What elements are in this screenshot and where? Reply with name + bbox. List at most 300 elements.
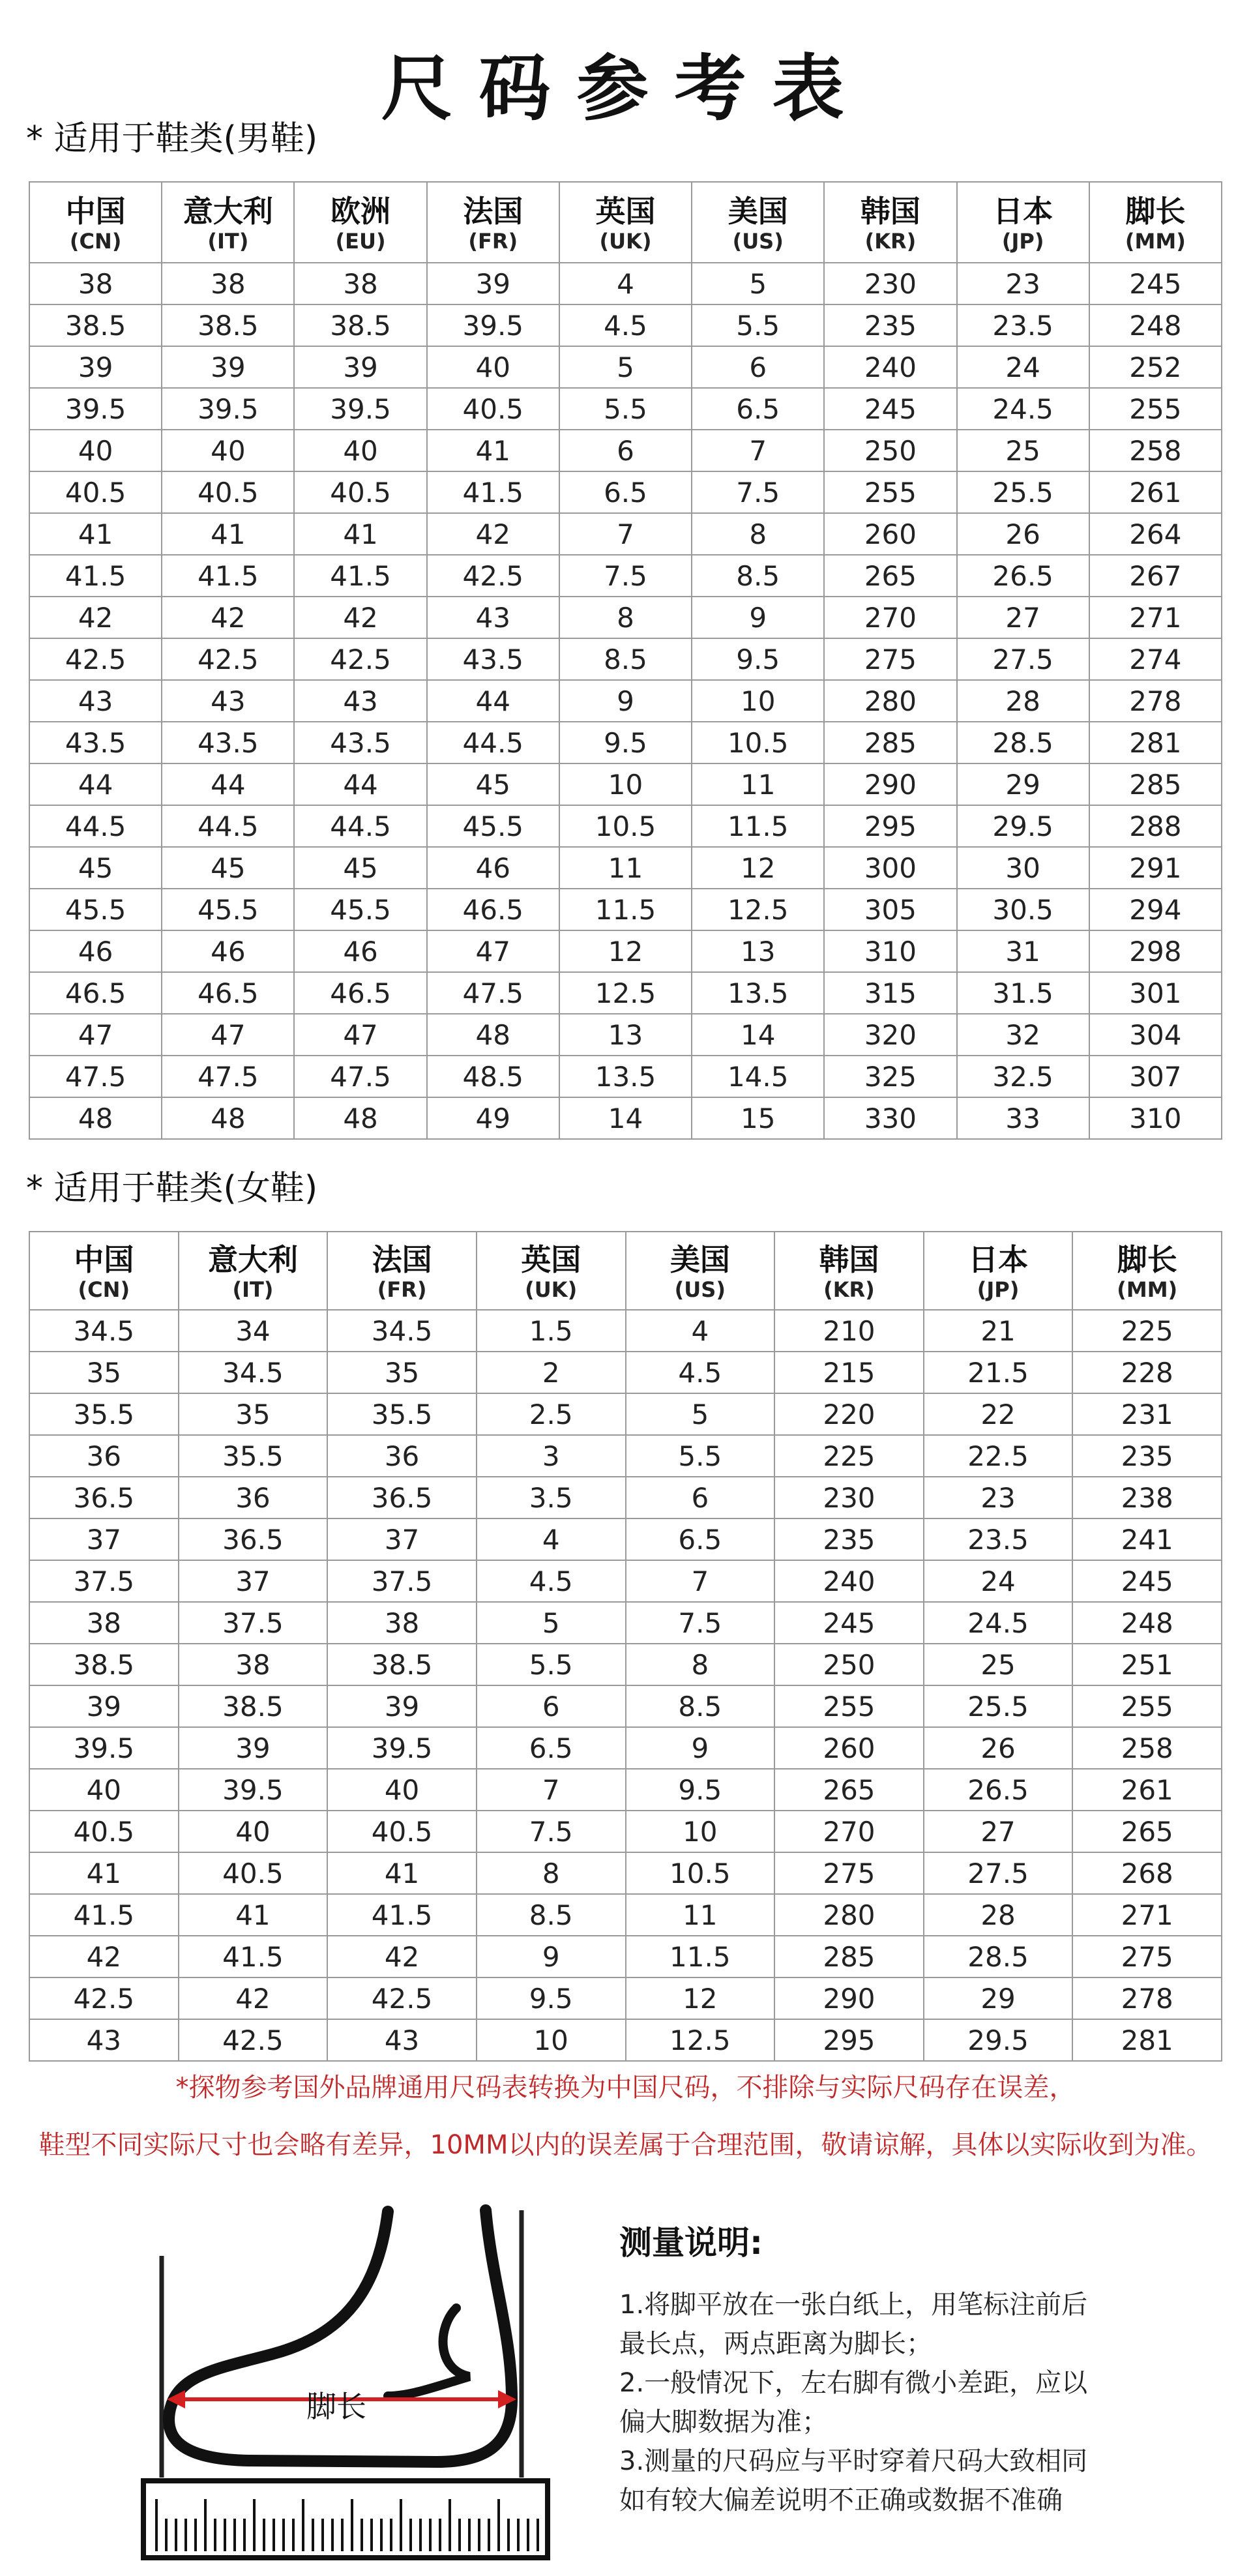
- header-country-name: 中国: [65, 194, 126, 229]
- table-cell: 278: [1089, 680, 1222, 722]
- table-cell: 265: [774, 1769, 924, 1811]
- table-cell: 275: [1072, 1936, 1222, 1977]
- men-table-body: [29, 263, 1222, 1139]
- header-country-code: (MM): [1125, 229, 1186, 254]
- table-row: [29, 555, 1222, 597]
- table-cell: 13.5: [559, 1056, 692, 1097]
- table-row: [29, 638, 1222, 680]
- table-row: [29, 1602, 1222, 1644]
- table-row: [29, 1894, 1222, 1936]
- table-cell: 36: [327, 1435, 477, 1477]
- table-cell: 310: [1089, 1097, 1222, 1139]
- table-cell: 39.5: [294, 388, 426, 430]
- table-cell: 265: [1072, 1811, 1222, 1852]
- header-country-code: (JP): [1001, 229, 1044, 254]
- header-country-name: 法国: [372, 1242, 432, 1277]
- table-cell: 42.5: [179, 2019, 328, 2061]
- table-cell: 43: [29, 2019, 179, 2061]
- table-cell: 40.5: [427, 388, 559, 430]
- table-cell: 225: [1072, 1310, 1222, 1352]
- header-country-name: 欧洲: [331, 194, 391, 229]
- table-cell: 41: [427, 430, 559, 471]
- table-row: [29, 1560, 1222, 1602]
- table-cell: 29: [924, 1977, 1073, 2019]
- table-row: [29, 1685, 1222, 1727]
- table-cell: 43.5: [29, 722, 162, 763]
- table-row: [29, 1352, 1222, 1393]
- table-cell: 4.5: [559, 304, 692, 346]
- table-cell: 31.5: [957, 972, 1089, 1014]
- table-cell: 45.5: [427, 805, 559, 847]
- women-header-cell: [29, 1232, 179, 1310]
- table-cell: 248: [1089, 304, 1222, 346]
- instruction-line: 3.测量的尺码应与平时穿着尺码大致相同: [619, 2446, 1088, 2476]
- table-cell: 330: [824, 1097, 956, 1139]
- table-row: [29, 763, 1222, 805]
- women-header-cell: [477, 1232, 626, 1310]
- table-cell: 37: [327, 1518, 477, 1560]
- header-country-name: 英国: [521, 1242, 581, 1277]
- table-cell: 10: [626, 1811, 775, 1852]
- table-cell: 27.5: [924, 1852, 1073, 1894]
- table-cell: 36: [179, 1477, 328, 1518]
- table-cell: 40.5: [162, 471, 294, 513]
- table-cell: 9.5: [626, 1769, 775, 1811]
- header-country-code: (EU): [335, 229, 386, 254]
- table-cell: 28: [924, 1894, 1073, 1936]
- table-cell: 44: [29, 763, 162, 805]
- table-cell: 47.5: [294, 1056, 426, 1097]
- table-cell: 39: [427, 263, 559, 304]
- note-line-2: 鞋型不同实际尺寸也会略有差异，10MM以内的误差属于合理范围，敬请谅解，具体以实际收到为准。: [38, 2130, 1213, 2160]
- table-cell: 13.5: [692, 972, 824, 1014]
- header-country-code: (FR): [468, 229, 518, 254]
- table-cell: 11.5: [692, 805, 824, 847]
- table-cell: 307: [1089, 1056, 1222, 1097]
- table-cell: 304: [1089, 1014, 1222, 1056]
- table-cell: 39.5: [29, 388, 162, 430]
- instruction-line: 如有较大偏差说明不正确或数据不准确: [619, 2485, 1063, 2515]
- table-cell: 288: [1089, 805, 1222, 847]
- table-cell: 235: [774, 1518, 924, 1560]
- table-cell: 261: [1072, 1769, 1222, 1811]
- table-cell: 46: [162, 930, 294, 972]
- table-row: [29, 1393, 1222, 1435]
- table-cell: 47.5: [427, 972, 559, 1014]
- header-country-code: (US): [674, 1277, 726, 1302]
- table-cell: 41: [179, 1894, 328, 1936]
- table-cell: 11: [626, 1894, 775, 1936]
- table-cell: 255: [774, 1685, 924, 1727]
- table-cell: 42.5: [327, 1977, 477, 2019]
- table-cell: 9.5: [559, 722, 692, 763]
- header-country-name: 脚长: [1117, 1242, 1177, 1277]
- table-cell: 39.5: [427, 304, 559, 346]
- table-cell: 43: [294, 680, 426, 722]
- table-cell: 281: [1072, 2019, 1222, 2061]
- table-cell: 24.5: [924, 1602, 1073, 1644]
- table-cell: 2.5: [477, 1393, 626, 1435]
- table-cell: 230: [774, 1477, 924, 1518]
- table-cell: 301: [1089, 972, 1222, 1014]
- table-cell: 325: [824, 1056, 956, 1097]
- table-cell: 6: [692, 346, 824, 388]
- table-cell: 41: [327, 1852, 477, 1894]
- table-cell: 45.5: [294, 889, 426, 930]
- table-cell: 240: [824, 346, 956, 388]
- table-cell: 6.5: [626, 1518, 775, 1560]
- table-cell: 12: [559, 930, 692, 972]
- table-cell: 5: [692, 263, 824, 304]
- header-country-name: 韩国: [860, 194, 920, 229]
- table-cell: 228: [1072, 1352, 1222, 1393]
- header-country-code: (IT): [232, 1277, 274, 1302]
- table-cell: 35.5: [179, 1435, 328, 1477]
- table-cell: 40.5: [29, 471, 162, 513]
- table-cell: 38: [29, 1602, 179, 1644]
- women-header-cell: [774, 1232, 924, 1310]
- table-cell: 260: [774, 1727, 924, 1769]
- table-cell: 38.5: [29, 1644, 179, 1685]
- table-cell: 285: [774, 1936, 924, 1977]
- table-cell: 40: [294, 430, 426, 471]
- table-cell: 12.5: [559, 972, 692, 1014]
- table-cell: 47.5: [162, 1056, 294, 1097]
- table-cell: 24.5: [957, 388, 1089, 430]
- table-cell: 35.5: [29, 1393, 179, 1435]
- table-row: [29, 680, 1222, 722]
- table-cell: 8: [559, 597, 692, 638]
- table-row: [29, 1852, 1222, 1894]
- men-section-label: * 适用于鞋类(男鞋): [26, 119, 318, 158]
- women-header-cell: [924, 1232, 1073, 1310]
- table-cell: 38: [327, 1602, 477, 1644]
- table-cell: 5.5: [477, 1644, 626, 1685]
- toe-curve: [388, 2308, 469, 2396]
- table-cell: 12: [626, 1977, 775, 2019]
- table-cell: 24: [924, 1560, 1073, 1602]
- men-header-cell: [427, 182, 559, 263]
- table-cell: 37.5: [29, 1560, 179, 1602]
- table-cell: 11.5: [559, 889, 692, 930]
- table-cell: 11.5: [626, 1936, 775, 1977]
- table-cell: 48: [427, 1014, 559, 1056]
- table-cell: 305: [824, 889, 956, 930]
- table-cell: 34.5: [29, 1310, 179, 1352]
- table-cell: 6.5: [559, 471, 692, 513]
- table-cell: 5.5: [626, 1435, 775, 1477]
- table-cell: 12.5: [692, 889, 824, 930]
- table-cell: 45: [29, 847, 162, 889]
- men-header-cell: [692, 182, 824, 263]
- table-cell: 9: [477, 1936, 626, 1977]
- table-cell: 1.5: [477, 1310, 626, 1352]
- table-cell: 5: [477, 1602, 626, 1644]
- table-cell: 252: [1089, 346, 1222, 388]
- table-cell: 39: [179, 1727, 328, 1769]
- table-cell: 275: [774, 1852, 924, 1894]
- table-row: [29, 1056, 1222, 1097]
- table-cell: 7: [559, 513, 692, 555]
- table-row: [29, 930, 1222, 972]
- table-cell: 310: [824, 930, 956, 972]
- table-cell: 21.5: [924, 1352, 1073, 1393]
- instruction-line: 偏大脚数据为准；: [619, 2407, 828, 2437]
- header-country-code: (UK): [599, 229, 652, 254]
- table-cell: 46: [427, 847, 559, 889]
- table-cell: 42.5: [162, 638, 294, 680]
- table-cell: 42.5: [29, 1977, 179, 2019]
- table-cell: 46.5: [294, 972, 426, 1014]
- table-cell: 14: [559, 1097, 692, 1139]
- table-cell: 250: [824, 430, 956, 471]
- table-cell: 270: [774, 1811, 924, 1852]
- table-cell: 320: [824, 1014, 956, 1056]
- table-cell: 47: [29, 1014, 162, 1056]
- table-cell: 42.5: [294, 638, 426, 680]
- table-cell: 27.5: [957, 638, 1089, 680]
- table-cell: 41: [162, 513, 294, 555]
- table-cell: 12: [692, 847, 824, 889]
- men-header-row: [29, 182, 1222, 263]
- table-cell: 4: [559, 263, 692, 304]
- table-cell: 8.5: [559, 638, 692, 680]
- table-cell: 34.5: [179, 1352, 328, 1393]
- table-cell: 5.5: [559, 388, 692, 430]
- table-cell: 36.5: [179, 1518, 328, 1560]
- table-cell: 274: [1089, 638, 1222, 680]
- table-cell: 264: [1089, 513, 1222, 555]
- table-cell: 13: [692, 930, 824, 972]
- table-cell: 32.5: [957, 1056, 1089, 1097]
- table-cell: 250: [774, 1644, 924, 1685]
- table-cell: 40.5: [294, 471, 426, 513]
- table-cell: 41.5: [29, 555, 162, 597]
- table-cell: 23: [957, 263, 1089, 304]
- table-cell: 295: [774, 2019, 924, 2061]
- table-cell: 35: [29, 1352, 179, 1393]
- table-cell: 43.5: [162, 722, 294, 763]
- table-cell: 46: [29, 930, 162, 972]
- measure-title: 测量说明:: [619, 2224, 763, 2262]
- table-cell: 22: [924, 1393, 1073, 1435]
- table-cell: 10.5: [692, 722, 824, 763]
- table-cell: 14: [692, 1014, 824, 1056]
- table-cell: 10: [559, 763, 692, 805]
- table-cell: 5: [559, 346, 692, 388]
- table-cell: 267: [1089, 555, 1222, 597]
- table-cell: 298: [1089, 930, 1222, 972]
- table-cell: 8.5: [477, 1894, 626, 1936]
- men-header-cell: [957, 182, 1089, 263]
- table-cell: 215: [774, 1352, 924, 1393]
- table-cell: 8.5: [692, 555, 824, 597]
- table-cell: 40.5: [29, 1811, 179, 1852]
- table-cell: 36: [29, 1435, 179, 1477]
- table-row: [29, 1014, 1222, 1056]
- table-cell: 38.5: [327, 1644, 477, 1685]
- table-cell: 13: [559, 1014, 692, 1056]
- table-cell: 12.5: [626, 2019, 775, 2061]
- table-cell: 44.5: [427, 722, 559, 763]
- table-cell: 37: [29, 1518, 179, 1560]
- table-cell: 44.5: [29, 805, 162, 847]
- table-cell: 48.5: [427, 1056, 559, 1097]
- table-cell: 25: [957, 430, 1089, 471]
- header-country-code: (UK): [525, 1277, 578, 1302]
- table-cell: 41: [29, 1852, 179, 1894]
- table-cell: 44.5: [162, 805, 294, 847]
- page-title: 尺码参考表: [381, 47, 870, 130]
- table-cell: 278: [1072, 1977, 1222, 2019]
- table-row: [29, 471, 1222, 513]
- table-cell: 34.5: [327, 1310, 477, 1352]
- table-cell: 42: [427, 513, 559, 555]
- table-row: [29, 889, 1222, 930]
- men-header-cell: [294, 182, 426, 263]
- table-cell: 255: [1072, 1685, 1222, 1727]
- table-cell: 9.5: [692, 638, 824, 680]
- table-cell: 30.5: [957, 889, 1089, 930]
- table-cell: 4.5: [626, 1352, 775, 1393]
- header-country-code: (FR): [377, 1277, 427, 1302]
- table-cell: 40: [179, 1811, 328, 1852]
- table-cell: 46.5: [427, 889, 559, 930]
- table-cell: 29.5: [924, 2019, 1073, 2061]
- table-cell: 35: [327, 1352, 477, 1393]
- table-cell: 40.5: [179, 1852, 328, 1894]
- table-cell: 5: [626, 1393, 775, 1435]
- table-cell: 2: [477, 1352, 626, 1393]
- table-cell: 44: [427, 680, 559, 722]
- table-row: [29, 430, 1222, 471]
- table-cell: 39.5: [179, 1769, 328, 1811]
- header-country-name: 韩国: [819, 1242, 879, 1277]
- table-cell: 35: [179, 1393, 328, 1435]
- table-cell: 245: [1089, 263, 1222, 304]
- table-cell: 21: [924, 1310, 1073, 1352]
- table-row: [29, 263, 1222, 304]
- table-cell: 38: [29, 263, 162, 304]
- table-cell: 23: [924, 1477, 1073, 1518]
- women-size-table: [29, 1231, 1222, 2062]
- table-cell: 38.5: [29, 304, 162, 346]
- table-cell: 43: [29, 680, 162, 722]
- header-country-code: (US): [732, 229, 784, 254]
- table-cell: 270: [824, 597, 956, 638]
- table-cell: 40: [427, 346, 559, 388]
- women-header-cell: [327, 1232, 477, 1310]
- table-cell: 7: [626, 1560, 775, 1602]
- men-header-cell: [162, 182, 294, 263]
- table-cell: 44.5: [294, 805, 426, 847]
- table-row: [29, 304, 1222, 346]
- table-cell: 9: [626, 1727, 775, 1769]
- table-cell: 241: [1072, 1518, 1222, 1560]
- table-cell: 41.5: [327, 1894, 477, 1936]
- table-row: [29, 1936, 1222, 1977]
- table-cell: 36.5: [327, 1477, 477, 1518]
- foot-measure-diagram: [130, 2197, 587, 2562]
- table-cell: 8: [626, 1644, 775, 1685]
- table-cell: 46: [294, 930, 426, 972]
- table-cell: 220: [774, 1393, 924, 1435]
- table-cell: 22.5: [924, 1435, 1073, 1477]
- table-cell: 39: [29, 1685, 179, 1727]
- table-cell: 291: [1089, 847, 1222, 889]
- table-row: [29, 1477, 1222, 1518]
- table-cell: 265: [824, 555, 956, 597]
- men-header-cell: [559, 182, 692, 263]
- table-cell: 4.5: [477, 1560, 626, 1602]
- foot-length-label: 脚长: [306, 2389, 366, 2424]
- table-cell: 8.5: [626, 1685, 775, 1727]
- table-cell: 38.5: [179, 1685, 328, 1727]
- table-row: [29, 388, 1222, 430]
- table-row: [29, 1310, 1222, 1352]
- table-row: [29, 597, 1222, 638]
- table-cell: 26: [957, 513, 1089, 555]
- women-header-row: [29, 1232, 1222, 1310]
- table-cell: 26.5: [924, 1769, 1073, 1811]
- table-cell: 44: [162, 763, 294, 805]
- table-cell: 235: [824, 304, 956, 346]
- table-cell: 26: [924, 1727, 1073, 1769]
- table-cell: 48: [162, 1097, 294, 1139]
- table-cell: 47: [162, 1014, 294, 1056]
- instruction-line: 最长点，两点距离为脚长；: [619, 2329, 932, 2359]
- table-cell: 38: [162, 263, 294, 304]
- table-cell: 14.5: [692, 1056, 824, 1097]
- header-country-code: (KR): [864, 229, 917, 254]
- table-cell: 225: [774, 1435, 924, 1477]
- table-cell: 255: [824, 471, 956, 513]
- table-cell: 3.5: [477, 1477, 626, 1518]
- table-row: [29, 1435, 1222, 1477]
- header-country-code: (KR): [823, 1277, 875, 1302]
- table-row: [29, 722, 1222, 763]
- table-cell: 7.5: [477, 1811, 626, 1852]
- table-cell: 39: [294, 346, 426, 388]
- table-cell: 25: [924, 1644, 1073, 1685]
- table-cell: 45: [162, 847, 294, 889]
- table-cell: 6: [626, 1477, 775, 1518]
- table-cell: 7: [477, 1769, 626, 1811]
- header-country-name: 法国: [463, 194, 523, 229]
- table-cell: 261: [1089, 471, 1222, 513]
- table-cell: 40: [327, 1769, 477, 1811]
- table-cell: 9.5: [477, 1977, 626, 2019]
- women-header-cell: [179, 1232, 328, 1310]
- table-cell: 38: [294, 263, 426, 304]
- table-cell: 42.5: [427, 555, 559, 597]
- table-cell: 49: [427, 1097, 559, 1139]
- table-cell: 25.5: [924, 1685, 1073, 1727]
- header-country-code: (CN): [78, 1277, 130, 1302]
- table-cell: 43.5: [294, 722, 426, 763]
- table-cell: 7.5: [692, 471, 824, 513]
- table-cell: 294: [1089, 889, 1222, 930]
- header-country-code: (JP): [977, 1277, 1020, 1302]
- table-cell: 46.5: [29, 972, 162, 1014]
- table-cell: 4: [477, 1518, 626, 1560]
- table-cell: 43: [427, 597, 559, 638]
- table-cell: 11: [692, 763, 824, 805]
- table-cell: 255: [1089, 388, 1222, 430]
- table-row: [29, 805, 1222, 847]
- table-cell: 41.5: [179, 1936, 328, 1977]
- table-cell: 6: [477, 1685, 626, 1727]
